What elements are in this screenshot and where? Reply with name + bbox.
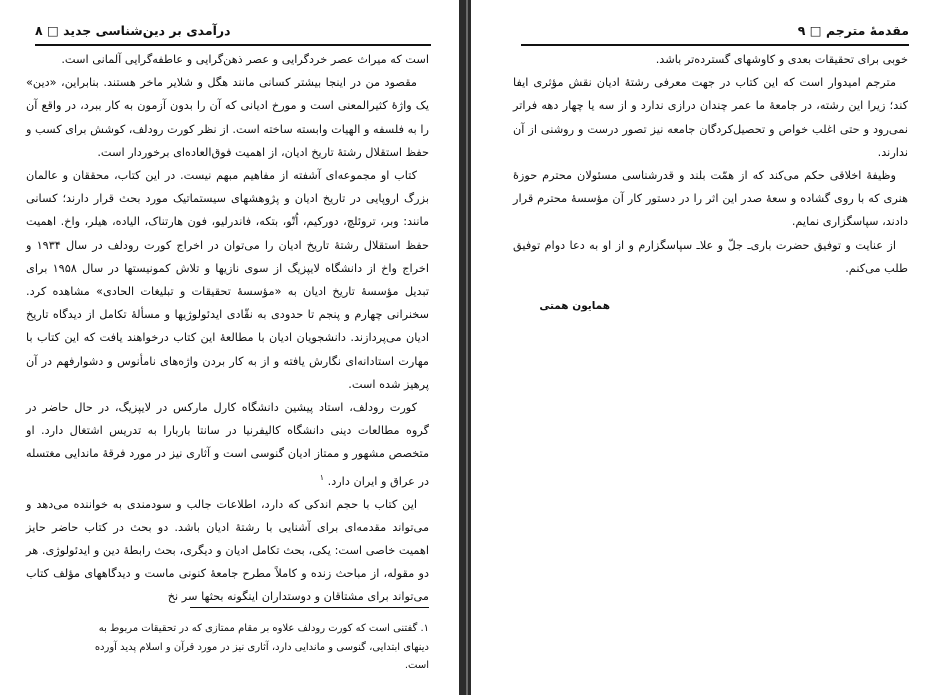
left-paragraph-2: مقصود من در اینجا بیشتر کسانی مانند هگل و شلایر ماخر هستند. بنابراین، «دین» یک واژهٔ کثیرالمعنی است و مورخ ادیانی که آن را بدون آزمون به کار ببرد، در واقع آن را به فلسفه و الهیات وابسته ساخته است. از نظر کورت رودلف، کوشش برای کسب و حفظ استقلال رشتهٔ تاریخ ادیان، از اهمیت فوق‌العاده‌ای برخوردار است. xyxy=(25,76,429,159)
header-separator-icon: □ xyxy=(809,22,822,38)
right-page-body xyxy=(513,48,908,280)
right-paragraph-3: وظیفهٔ اخلاقی حکم می‌کند که از همّت بلند و قدرشناسی مسئولان محترم حوزهٔ هنری که با روی گشاده و سعهٔ صدر این اثر را در دستور کار آن مؤسسهٔ محترم قرار دادند، سپاسگزاری نمایم. xyxy=(513,169,908,229)
book-gutter-highlight xyxy=(466,0,468,695)
left-paragraph-3: کتاب او مجموعه‌ای آشفته از مفاهیم مبهم نیست. در این کتاب، محققان و عالمان بزرگ اروپایی در تاریخ ادیان و پژوهشهای سیستماتیک مورد بحث قرار دارند؛ کسانی مانند: وبر، تروئلچ، دورکیم، اُتّو، بتکه، فاندرلیو، فون هارتناک، الیاده، هیلر، واخ. اهمیت حفظ استقلال رشتهٔ تاریخ ادیان را می‌توان در اخراج کورت رودلف در سال ۱۹۳۴ و اخراج واخ از دانشگاه لایپزیگ از سوی نازیها و تلاش کمونیستها در سال ۱۹۵۸ برای تبدیل مؤسسهٔ تاریخ ادیان به «مؤسسهٔ تحقیقات و تبلیغات الحادی» مشاهده کرد. سخنرانی چهارم و پنجم تا حدودی به نقّادی ایدئولوژیها و مسألهٔ تکامل از دیدگاه تاریخ ادیان می‌پردازند. دانشجویان ادیان با مطالعهٔ این کتاب درخواهند یافت که این کتاب با مهارت استادانه‌ای نگارش یافته و از به کار بردن واژه‌های نامأنوس و دشوارفهم در آن پرهیز شده است. xyxy=(26,169,430,391)
footnote-marker: ۱ xyxy=(319,472,325,482)
right-page-number-group xyxy=(798,23,909,38)
right-paragraph-1: خوبی برای تحقیقات بعدی و کاوشهای گسترده‌تر باشد. xyxy=(655,53,908,66)
right-paragraph-4: از عنایت و توفیق حضرت باری‌ـ جلّ و علاـ سپاسگزارم و از او به دعا دوام توفیق طلب می‌کنم. xyxy=(513,238,908,275)
right-page-number: ۹ xyxy=(797,22,806,38)
right-header-rule xyxy=(521,44,909,46)
footnote: ۱. گفتنی است که کورت رودلف علاوه بر مقام ممتازی که در تحقیقات مربوط به دینهای ابتدایی، گنوسی و ماندایی دارد، آثاری نیز در مورد قرآن و اسلام پدید آورده است. xyxy=(94,623,429,671)
header-separator-icon: □ xyxy=(47,22,59,38)
left-paragraph-1: است که میراث عصر خردگرایی و عصر ذهن‌گرایی و عاطفه‌گرایی آلمانی است. xyxy=(61,53,429,66)
right-paragraph-2: مترجم امیدوار است که این کتاب در جهت معرفی رشتهٔ ادیان نقش مؤثری ایفا کند؛ زیرا این رشته، در جامعهٔ ما عمر چندان درازی ندارد و از سه یا چهار دهه فراتر نمی‌رود و حتی اغلب خواص و تحصیل‌کردگان جامعه نیز تصور درست و روشنی از آن ندارند. xyxy=(513,76,908,159)
left-page-body xyxy=(26,48,429,609)
left-paragraph-5: این کتاب با حجم اندکی که دارد، اطلاعات جالب و سودمندی به خواننده می‌دهد و می‌تواند مقدمه‌ای برای آشنایی با رشتهٔ ادیان باشد. دو بحث در کتاب حاضر حایز اهمیت خاصی است: یکی، بحث تکامل ادیان و دیگری، بحث رابطهٔ دین و ایدئولوژی. هر دو مقوله، از مباحث زنده و کاملاً مطرح جامعهٔ کنونی ماست و دیدگاههای مؤلف کتاب می‌تواند برای مشتاقان و دوستداران اینگونه بحثها سر نخ xyxy=(26,497,429,604)
left-paragraph-4-text: کورت رودلف، استاد پیشین دانشگاه کارل مارکس در لایپزیگ، در حال حاضر در گروه مطالعات دینی دانشگاه کالیفرنیا در سانتا باربارا به تدریس اشتغال دارد. او متخصص مشهور و ممتاز ادیان گنوسی است و آثاری نیز در مورد فرقهٔ ماندایی مغتسله در عراق و ایران دارد. xyxy=(26,401,429,488)
left-page-number-group xyxy=(35,23,231,38)
left-paragraph-4 xyxy=(26,396,429,493)
left-page xyxy=(0,0,459,695)
right-page xyxy=(471,0,944,695)
left-header-rule xyxy=(35,44,431,46)
left-page-header xyxy=(35,19,431,41)
section-title: مقدمهٔ مترجم xyxy=(825,22,909,38)
right-page-header xyxy=(521,19,909,41)
translator-signature: همایون همتی xyxy=(539,300,610,312)
footnote-rule xyxy=(190,607,429,608)
book-title: درآمدی بر دین‌شناسی جدید xyxy=(63,22,231,38)
book-gutter xyxy=(459,0,471,695)
left-page-number: ۸ xyxy=(35,22,43,38)
